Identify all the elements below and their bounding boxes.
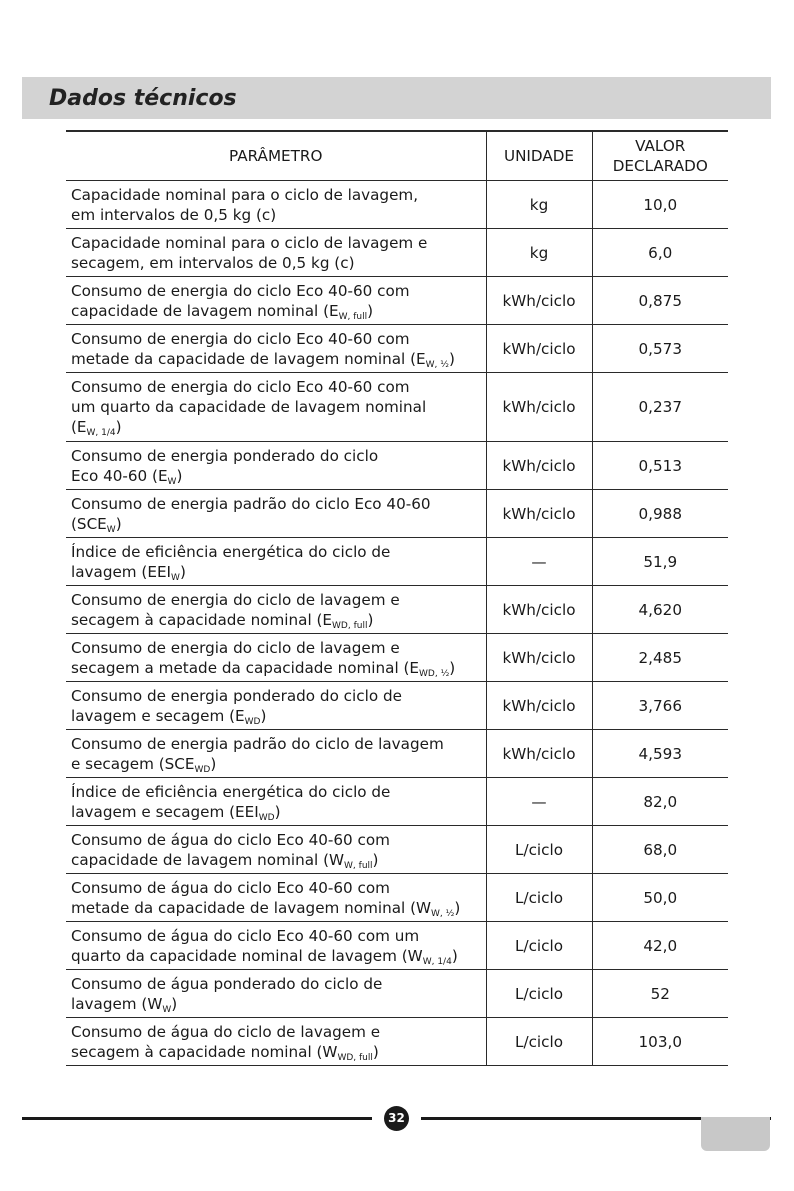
parameter-text: lavagem e secagem (E: [71, 706, 245, 725]
table-row: [66, 970, 728, 1018]
parameter-text: Consumo de água do ciclo Eco 40-60 com: [71, 830, 390, 849]
parameter-subscript: W, full: [344, 860, 373, 871]
table-header-row: [66, 131, 728, 181]
parameter-subscript: W: [171, 572, 180, 583]
header-value-line1: VALOR: [635, 137, 686, 155]
table-row: [66, 181, 728, 229]
unit-cell: kWh/ciclo: [486, 277, 592, 325]
table-body: [66, 181, 728, 1066]
unit-cell: kWh/ciclo: [486, 490, 592, 538]
parameter-subscript: WD, full: [337, 1052, 373, 1063]
value-cell: 82,0: [592, 778, 728, 826]
unit-cell: —: [486, 538, 592, 586]
parameter-text: Índice de eficiência energética do ciclo de: [71, 542, 391, 561]
parameter-subscript: W, full: [338, 311, 368, 322]
unit-cell: kWh/ciclo: [486, 442, 592, 490]
parameter-text: em intervalos de 0,5 kg (c): [71, 205, 277, 224]
table-row: [66, 538, 728, 586]
parameter-text: quarto da capacidade nominal de lavagem (W: [71, 946, 423, 965]
parameter-text: Consumo de água do ciclo Eco 40-60 com um: [71, 926, 420, 945]
parameter-subscript: W, ½: [425, 359, 449, 370]
parameter-text: secagem, em intervalos de 0,5 kg (c): [71, 253, 355, 272]
parameter-cell: [66, 874, 486, 922]
parameter-close: ): [454, 898, 461, 917]
parameter-text: um quarto da capacidade de lavagem nominal: [71, 398, 427, 416]
header-value-line2: DECLARADO: [612, 157, 708, 175]
value-cell: 0,875: [592, 277, 728, 325]
value-cell: 0,573: [592, 325, 728, 373]
value-cell: 68,0: [592, 826, 728, 874]
unit-cell: kWh/ciclo: [486, 325, 592, 373]
table-row: [66, 442, 728, 490]
parameter-text: Consumo de energia do ciclo de lavagem e: [71, 590, 400, 609]
parameter-text: (SCE: [71, 514, 107, 533]
parameter-cell: [66, 277, 486, 325]
parameter-cell: [66, 325, 486, 373]
value-cell: 0,237: [592, 373, 728, 442]
value-cell: 103,0: [592, 1018, 728, 1066]
parameter-text: (E: [71, 418, 87, 436]
parameter-text: metade da capacidade de lavagem nominal (E: [71, 349, 426, 368]
unit-cell: L/ciclo: [486, 1018, 592, 1066]
parameter-close: ): [448, 349, 455, 368]
parameter-subscript: W, 1/4: [422, 956, 452, 967]
parameter-cell: [66, 229, 486, 277]
parameter-text: secagem a metade da capacidade nominal (E: [71, 658, 420, 677]
parameter-close: ): [171, 994, 178, 1013]
parameter-text: Consumo de energia do ciclo Eco 40-60 com: [71, 378, 410, 396]
unit-cell: kWh/ciclo: [486, 634, 592, 682]
parameter-text: capacidade de lavagem nominal (W: [71, 850, 345, 869]
parameter-text: Consumo de energia do ciclo Eco 40-60 com: [71, 329, 410, 348]
header-parameter: PARÂMETRO: [66, 131, 486, 181]
parameter-subscript: WD: [244, 716, 261, 727]
parameter-cell: [66, 538, 486, 586]
unit-cell: L/ciclo: [486, 874, 592, 922]
parameter-close: ): [449, 658, 456, 677]
parameter-close: ): [210, 754, 217, 773]
parameter-close: ): [115, 514, 122, 533]
section-title: Dados técnicos: [49, 85, 237, 111]
value-cell: 2,485: [592, 634, 728, 682]
parameter-subscript: WD: [194, 764, 211, 775]
parameter-text: Consumo de água ponderado do ciclo de: [71, 974, 383, 993]
parameter-cell: [66, 778, 486, 826]
table-row: [66, 586, 728, 634]
parameter-text: Capacidade nominal para o ciclo de lavagem e: [71, 233, 428, 252]
parameter-text: lavagem (W: [71, 994, 163, 1013]
parameter-subscript: W, 1/4: [86, 428, 116, 438]
technical-data-table: [66, 130, 728, 1066]
parameter-text: Consumo de energia padrão do ciclo Eco 40-60: [71, 494, 431, 513]
value-cell: 4,593: [592, 730, 728, 778]
table-row: [66, 682, 728, 730]
parameter-subscript: W: [167, 476, 177, 487]
parameter-cell: [66, 181, 486, 229]
parameter-text: lavagem e secagem (EEI: [71, 802, 259, 821]
parameter-text: Consumo de energia do ciclo Eco 40-60 com: [71, 281, 410, 300]
parameter-cell: [66, 826, 486, 874]
value-cell: 6,0: [592, 229, 728, 277]
value-cell: 10,0: [592, 181, 728, 229]
value-cell: 3,766: [592, 682, 728, 730]
value-cell: 42,0: [592, 922, 728, 970]
table-row: [66, 373, 728, 442]
unit-cell: —: [486, 778, 592, 826]
parameter-close: ): [367, 610, 374, 629]
value-cell: 50,0: [592, 874, 728, 922]
parameter-text: Índice de eficiência energética do ciclo de: [71, 782, 391, 801]
parameter-close: ): [260, 706, 267, 725]
table-row: [66, 730, 728, 778]
parameter-subscript: W: [106, 524, 116, 535]
header-declared-value: [592, 131, 728, 181]
parameter-text: Eco 40-60 (E: [71, 466, 168, 485]
unit-cell: L/ciclo: [486, 970, 592, 1018]
parameter-text: Consumo de energia ponderado do ciclo: [71, 446, 379, 465]
table-row: [66, 922, 728, 970]
section-header: [22, 77, 771, 119]
parameter-text: Consumo de energia padrão do ciclo de lavagem: [71, 734, 444, 753]
table-row: [66, 874, 728, 922]
parameter-text: metade da capacidade de lavagem nominal (W: [71, 898, 432, 917]
parameter-cell: [66, 970, 486, 1018]
parameter-subscript: WD, ½: [419, 668, 450, 679]
table-row: [66, 229, 728, 277]
parameter-close: ): [372, 1042, 379, 1061]
parameter-text: lavagem (EEI: [71, 562, 172, 581]
parameter-cell: [66, 586, 486, 634]
parameter-subscript: WD: [258, 812, 275, 823]
table-row: [66, 1018, 728, 1066]
parameter-cell: [66, 922, 486, 970]
parameter-subscript: WD, full: [332, 620, 368, 631]
value-cell: 52: [592, 970, 728, 1018]
parameter-text: Consumo de energia ponderado do ciclo de: [71, 686, 402, 705]
unit-cell: kWh/ciclo: [486, 373, 592, 442]
unit-cell: kWh/ciclo: [486, 682, 592, 730]
parameter-cell: [66, 442, 486, 490]
parameter-close: ): [176, 466, 183, 485]
parameter-subscript: W, ½: [431, 908, 455, 919]
unit-cell: kWh/ciclo: [486, 586, 592, 634]
parameter-cell: [66, 490, 486, 538]
parameter-cell: [66, 682, 486, 730]
value-cell: 4,620: [592, 586, 728, 634]
table-row: [66, 490, 728, 538]
unit-cell: L/ciclo: [486, 922, 592, 970]
corner-tab: [701, 1117, 770, 1151]
parameter-text: Consumo de energia do ciclo de lavagem e: [71, 638, 400, 657]
value-cell: 0,513: [592, 442, 728, 490]
table-row: [66, 277, 728, 325]
footer-rule-left: [22, 1117, 372, 1120]
parameter-text: Capacidade nominal para o ciclo de lavagem,: [71, 185, 419, 204]
parameter-cell: [66, 730, 486, 778]
parameter-subscript: W: [162, 1004, 172, 1015]
parameter-text: secagem à capacidade nominal (W: [71, 1042, 338, 1061]
parameter-text: Consumo de água do ciclo Eco 40-60 com: [71, 878, 390, 897]
parameter-cell: [66, 634, 486, 682]
value-cell: 0,988: [592, 490, 728, 538]
header-unit: UNIDADE: [486, 131, 592, 181]
table-row: [66, 778, 728, 826]
parameter-close: ): [451, 946, 458, 965]
unit-cell: L/ciclo: [486, 826, 592, 874]
table-row: [66, 325, 728, 373]
table-row: [66, 826, 728, 874]
table-row: [66, 634, 728, 682]
parameter-cell: [66, 1018, 486, 1066]
value-cell: 51,9: [592, 538, 728, 586]
parameter-text: Consumo de água do ciclo de lavagem e: [71, 1022, 381, 1041]
unit-cell: kg: [486, 181, 592, 229]
parameter-text: e secagem (SCE: [71, 754, 195, 773]
unit-cell: kg: [486, 229, 592, 277]
parameter-close: ): [367, 301, 374, 320]
parameter-cell: [66, 373, 486, 442]
parameter-close: ): [115, 418, 122, 436]
parameter-close: ): [179, 562, 186, 581]
parameter-text: secagem à capacidade nominal (E: [71, 610, 333, 629]
page-number-badge: 32: [384, 1106, 409, 1131]
parameter-close: ): [372, 850, 379, 869]
parameter-text: capacidade de lavagem nominal (E: [71, 301, 339, 320]
parameter-close: ): [274, 802, 281, 821]
unit-cell: kWh/ciclo: [486, 730, 592, 778]
